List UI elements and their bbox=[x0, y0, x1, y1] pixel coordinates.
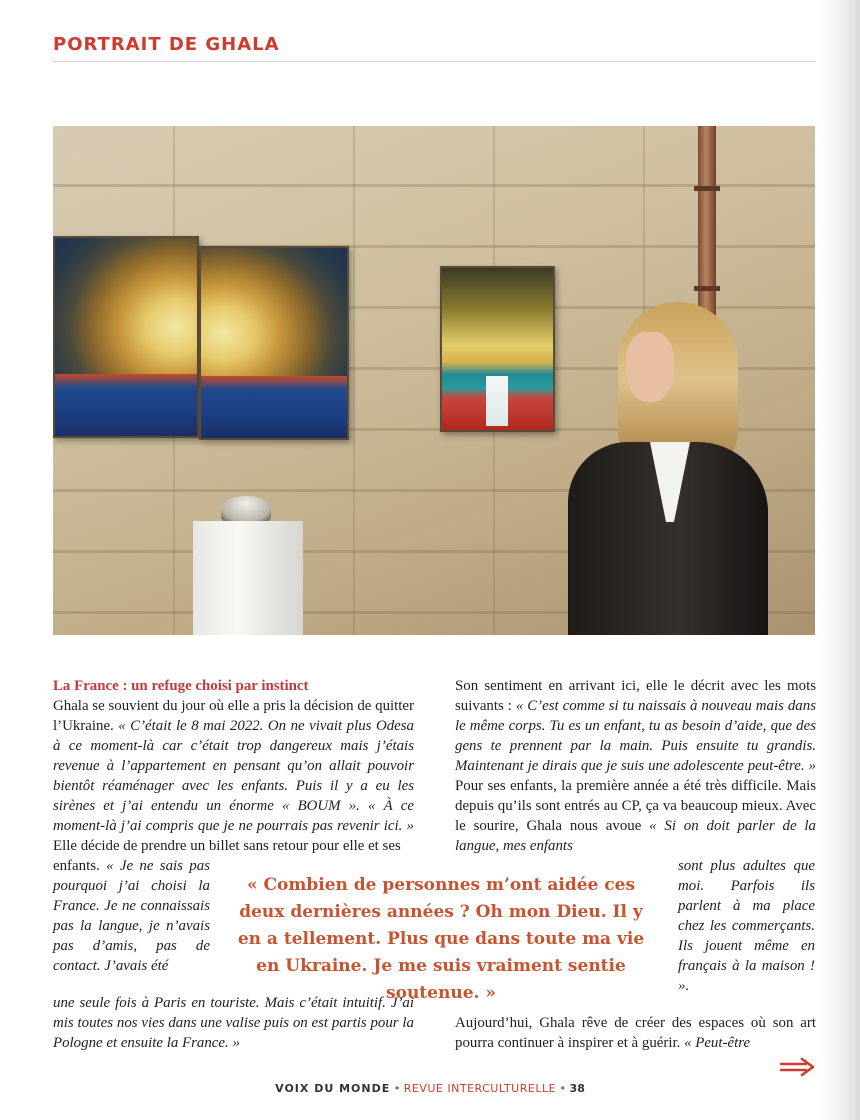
paragraph-text: Elle décide de prendre un billet sans retour pour elle et ses bbox=[53, 838, 401, 854]
article-column-right-narrow bbox=[678, 856, 815, 996]
pipe-bracket bbox=[694, 286, 720, 291]
paragraph-text: Son sentiment en arrivant ici, elle le décrit avec les mots suivants : bbox=[455, 678, 816, 714]
arrow-right-icon[interactable] bbox=[780, 1056, 816, 1078]
footer-separator: • bbox=[393, 1082, 401, 1095]
subject-face bbox=[626, 332, 674, 402]
quote-text: « Si on doit parler de la langue, mes enfants bbox=[455, 818, 816, 854]
pull-quote: « Combien de personnes m’ont aidée ces deux dernières années ? Oh mon Dieu. Il y en a tellement. Plus que dans toute ma vie en Ukraine. Je me suis vraiment sentie soutenue. » bbox=[237, 875, 645, 1003]
wall-joint bbox=[353, 126, 355, 635]
quote-text: « Peut-être bbox=[684, 1035, 751, 1051]
sculpture bbox=[221, 496, 271, 522]
quote-text: une seule fois à Paris en touriste. Mais c’était intuitif. J’ai mis toutes nos vies dans une valise puis on est partis pour la Pologne et ensuite la France. » bbox=[53, 995, 414, 1051]
quote-text: « Je ne sais pas pourquoi j’ai choisi la France. Je ne connaissais pas la langue, je n’avais pas d’amis, pas de contact. J’avais été bbox=[53, 858, 210, 974]
paragraph-text: enfants. bbox=[53, 858, 107, 874]
article-subheading: La France : un refuge choisi par instinct bbox=[53, 678, 309, 694]
footer-separator: • bbox=[559, 1082, 567, 1095]
article-column-right-bottom bbox=[455, 1013, 816, 1053]
white-pedestal bbox=[193, 521, 303, 635]
painting-diptych-left bbox=[53, 236, 199, 438]
paragraph-text: Aujourd’hui, Ghala rêve de créer des espaces où son art pourra continuer à inspirer et à guérir. bbox=[455, 1015, 816, 1051]
painting-waterfall bbox=[440, 266, 555, 432]
article-column-left-narrow bbox=[53, 856, 210, 976]
pipe-bracket bbox=[694, 186, 720, 191]
quote-text: « C’était le 8 mai 2022. On ne vivait plus Odesa à ce moment-là car c’était trop dangereux mais j’étais revenue à l’appartement en pensant qu’on allait pouvoir bientôt réaménager avec les enfants. Puis il y a eu les sirènes et j’ai entendu un énorme « BOUM ». « À ce moment-là j’ai compris que je ne pourrais pas revenir ici. » bbox=[53, 718, 414, 834]
page-edge-shadow bbox=[816, 0, 860, 1120]
page-footer bbox=[0, 1082, 860, 1095]
article-photo bbox=[53, 126, 815, 635]
article-column-left-top bbox=[53, 676, 414, 856]
paragraph-text: Ghala se souvient du jour où elle a pris la décision de quitter l’Ukraine. bbox=[53, 698, 414, 734]
magazine-name: VOIX DU MONDE bbox=[275, 1082, 391, 1095]
portrait-subject bbox=[568, 302, 808, 635]
article-column-right-top bbox=[455, 676, 816, 856]
page-number: 38 bbox=[569, 1082, 585, 1095]
title-divider bbox=[53, 61, 816, 62]
quote-text: sont plus adultes que moi. Parfois ils parlent à ma place chez les commerçants. Ils jouent même en français à la maison ! ». bbox=[678, 858, 815, 994]
section-title: PORTRAIT DE GHALA bbox=[53, 34, 280, 55]
quote-text: « C’est comme si tu naissais à nouveau mais dans le même corps. Tu es un enfant, tu as besoin d’aide, que des gens te prennent par la main. Puis ensuite tu grandis. Maintenant je dirais que je suis une adolescente peut-être. » bbox=[455, 698, 816, 774]
paragraph-text: Pour ses enfants, la première année a été très difficile. Mais depuis qu’ils sont entrés au CP, ça va beaucoup mieux. Avec le sourire, Ghala nous avoue bbox=[455, 778, 816, 834]
painting-diptych-right bbox=[199, 246, 349, 440]
review-name: REVUE INTERCULTURELLE bbox=[403, 1082, 557, 1095]
